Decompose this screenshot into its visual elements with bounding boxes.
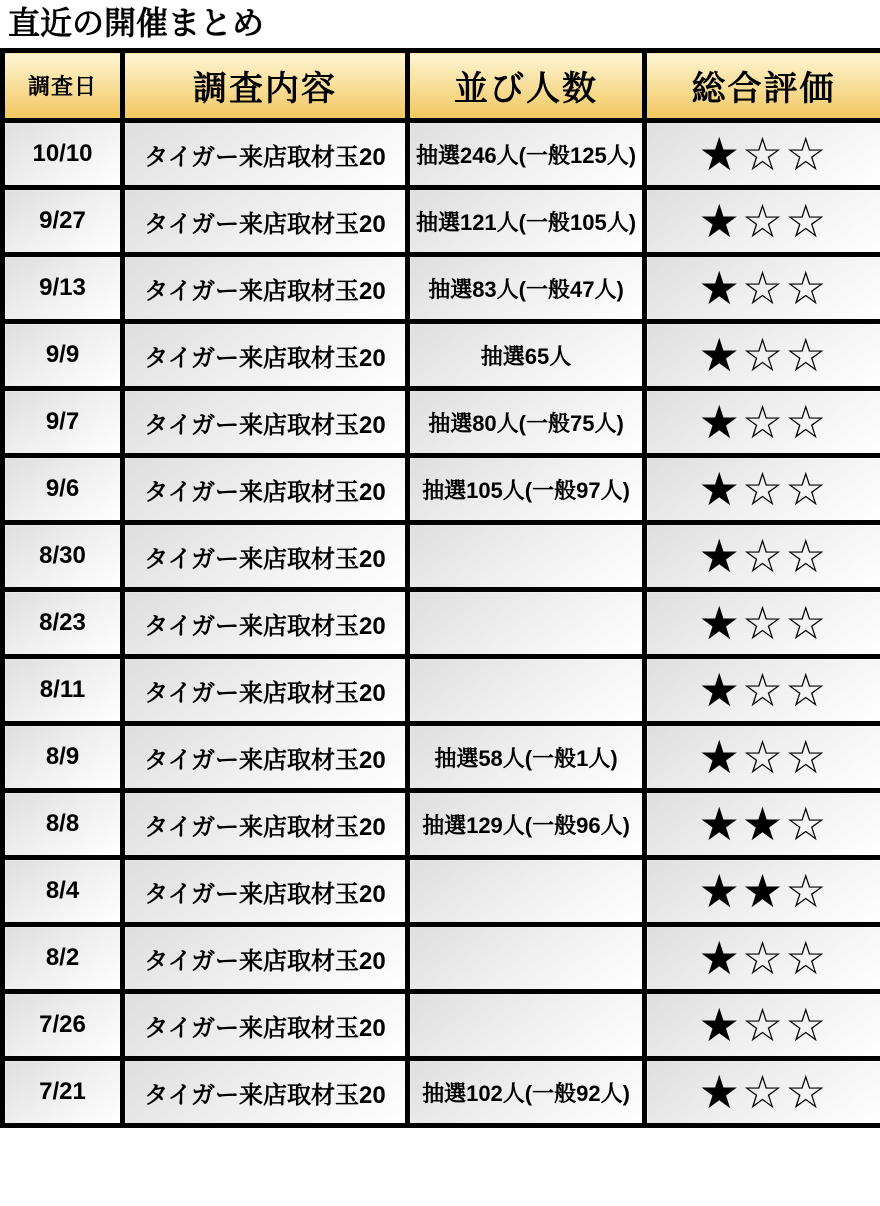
survey-date-cell: 8/23 <box>3 590 123 657</box>
table-row <box>3 322 880 389</box>
table-row <box>3 657 880 724</box>
table-body <box>3 121 880 1126</box>
star-rating-cell: ★★☆ <box>645 858 880 925</box>
survey-content-cell: タイガー来店取材玉20 <box>123 791 408 858</box>
table-row <box>3 255 880 322</box>
survey-content-cell: タイガー来店取材玉20 <box>123 188 408 255</box>
star-rating-cell: ★☆☆ <box>645 456 880 523</box>
survey-content-cell: タイガー来店取材玉20 <box>123 389 408 456</box>
header-cell-survey-content: 調査内容 <box>123 51 408 121</box>
table-row <box>3 858 880 925</box>
survey-date-cell: 9/9 <box>3 322 123 389</box>
table-header <box>3 51 880 121</box>
star-rating-cell: ★☆☆ <box>645 1059 880 1126</box>
header-row <box>3 51 880 121</box>
queue-count-cell: 抽選58人(一般1人) <box>408 724 645 791</box>
star-rating-cell: ★☆☆ <box>645 925 880 992</box>
header-cell-overall-rating: 総合評価 <box>645 51 880 121</box>
header-cell-queue-count: 並び人数 <box>408 51 645 121</box>
survey-content-cell: タイガー来店取材玉20 <box>123 724 408 791</box>
table-row <box>3 523 880 590</box>
table-row <box>3 992 880 1059</box>
survey-date-cell: 7/26 <box>3 992 123 1059</box>
star-rating-cell: ★☆☆ <box>645 389 880 456</box>
queue-count-cell: 抽選65人 <box>408 322 645 389</box>
queue-count-cell <box>408 657 645 724</box>
table-row <box>3 791 880 858</box>
star-rating-cell: ★☆☆ <box>645 724 880 791</box>
page-title: 直近の開催まとめ <box>8 5 265 41</box>
survey-content-cell: タイガー来店取材玉20 <box>123 992 408 1059</box>
survey-date-cell: 10/10 <box>3 121 123 188</box>
survey-date-cell: 9/13 <box>3 255 123 322</box>
survey-content-cell: タイガー来店取材玉20 <box>123 858 408 925</box>
survey-content-cell: タイガー来店取材玉20 <box>123 121 408 188</box>
header-cell-survey-date: 調査日 <box>3 51 123 121</box>
table-row <box>3 1059 880 1126</box>
queue-count-cell: 抽選129人(一般96人) <box>408 791 645 858</box>
survey-date-cell: 8/9 <box>3 724 123 791</box>
queue-count-cell <box>408 523 645 590</box>
queue-count-cell: 抽選83人(一般47人) <box>408 255 645 322</box>
survey-content-cell: タイガー来店取材玉20 <box>123 255 408 322</box>
table-row <box>3 724 880 791</box>
queue-count-cell <box>408 590 645 657</box>
queue-count-cell: 抽選121人(一般105人) <box>408 188 645 255</box>
survey-date-cell: 8/30 <box>3 523 123 590</box>
table-row <box>3 456 880 523</box>
survey-date-cell: 8/4 <box>3 858 123 925</box>
table-row <box>3 590 880 657</box>
queue-count-cell: 抽選246人(一般125人) <box>408 121 645 188</box>
survey-date-cell: 9/7 <box>3 389 123 456</box>
survey-date-cell: 8/2 <box>3 925 123 992</box>
star-rating-cell: ★☆☆ <box>645 121 880 188</box>
survey-content-cell: タイガー来店取材玉20 <box>123 657 408 724</box>
star-rating-cell: ★☆☆ <box>645 992 880 1059</box>
queue-count-cell <box>408 925 645 992</box>
queue-count-cell: 抽選80人(一般75人) <box>408 389 645 456</box>
survey-content-cell: タイガー来店取材玉20 <box>123 456 408 523</box>
star-rating-cell: ★☆☆ <box>645 590 880 657</box>
survey-date-cell: 8/8 <box>3 791 123 858</box>
table-row <box>3 925 880 992</box>
table-row <box>3 121 880 188</box>
star-rating-cell: ★☆☆ <box>645 255 880 322</box>
survey-content-cell: タイガー来店取材玉20 <box>123 322 408 389</box>
queue-count-cell <box>408 992 645 1059</box>
queue-count-cell <box>408 858 645 925</box>
star-rating-cell: ★★☆ <box>645 791 880 858</box>
event-summary-table <box>0 48 880 1128</box>
star-rating-cell: ★☆☆ <box>645 523 880 590</box>
table-row <box>3 188 880 255</box>
survey-date-cell: 8/11 <box>3 657 123 724</box>
survey-content-cell: タイガー来店取材玉20 <box>123 590 408 657</box>
survey-date-cell: 9/6 <box>3 456 123 523</box>
queue-count-cell: 抽選102人(一般92人) <box>408 1059 645 1126</box>
survey-content-cell: タイガー来店取材玉20 <box>123 925 408 992</box>
star-rating-cell: ★☆☆ <box>645 188 880 255</box>
queue-count-cell: 抽選105人(一般97人) <box>408 456 645 523</box>
star-rating-cell: ★☆☆ <box>645 322 880 389</box>
star-rating-cell: ★☆☆ <box>645 657 880 724</box>
survey-date-cell: 7/21 <box>3 1059 123 1126</box>
survey-content-cell: タイガー来店取材玉20 <box>123 1059 408 1126</box>
table-row <box>3 389 880 456</box>
survey-date-cell: 9/27 <box>3 188 123 255</box>
survey-content-cell: タイガー来店取材玉20 <box>123 523 408 590</box>
